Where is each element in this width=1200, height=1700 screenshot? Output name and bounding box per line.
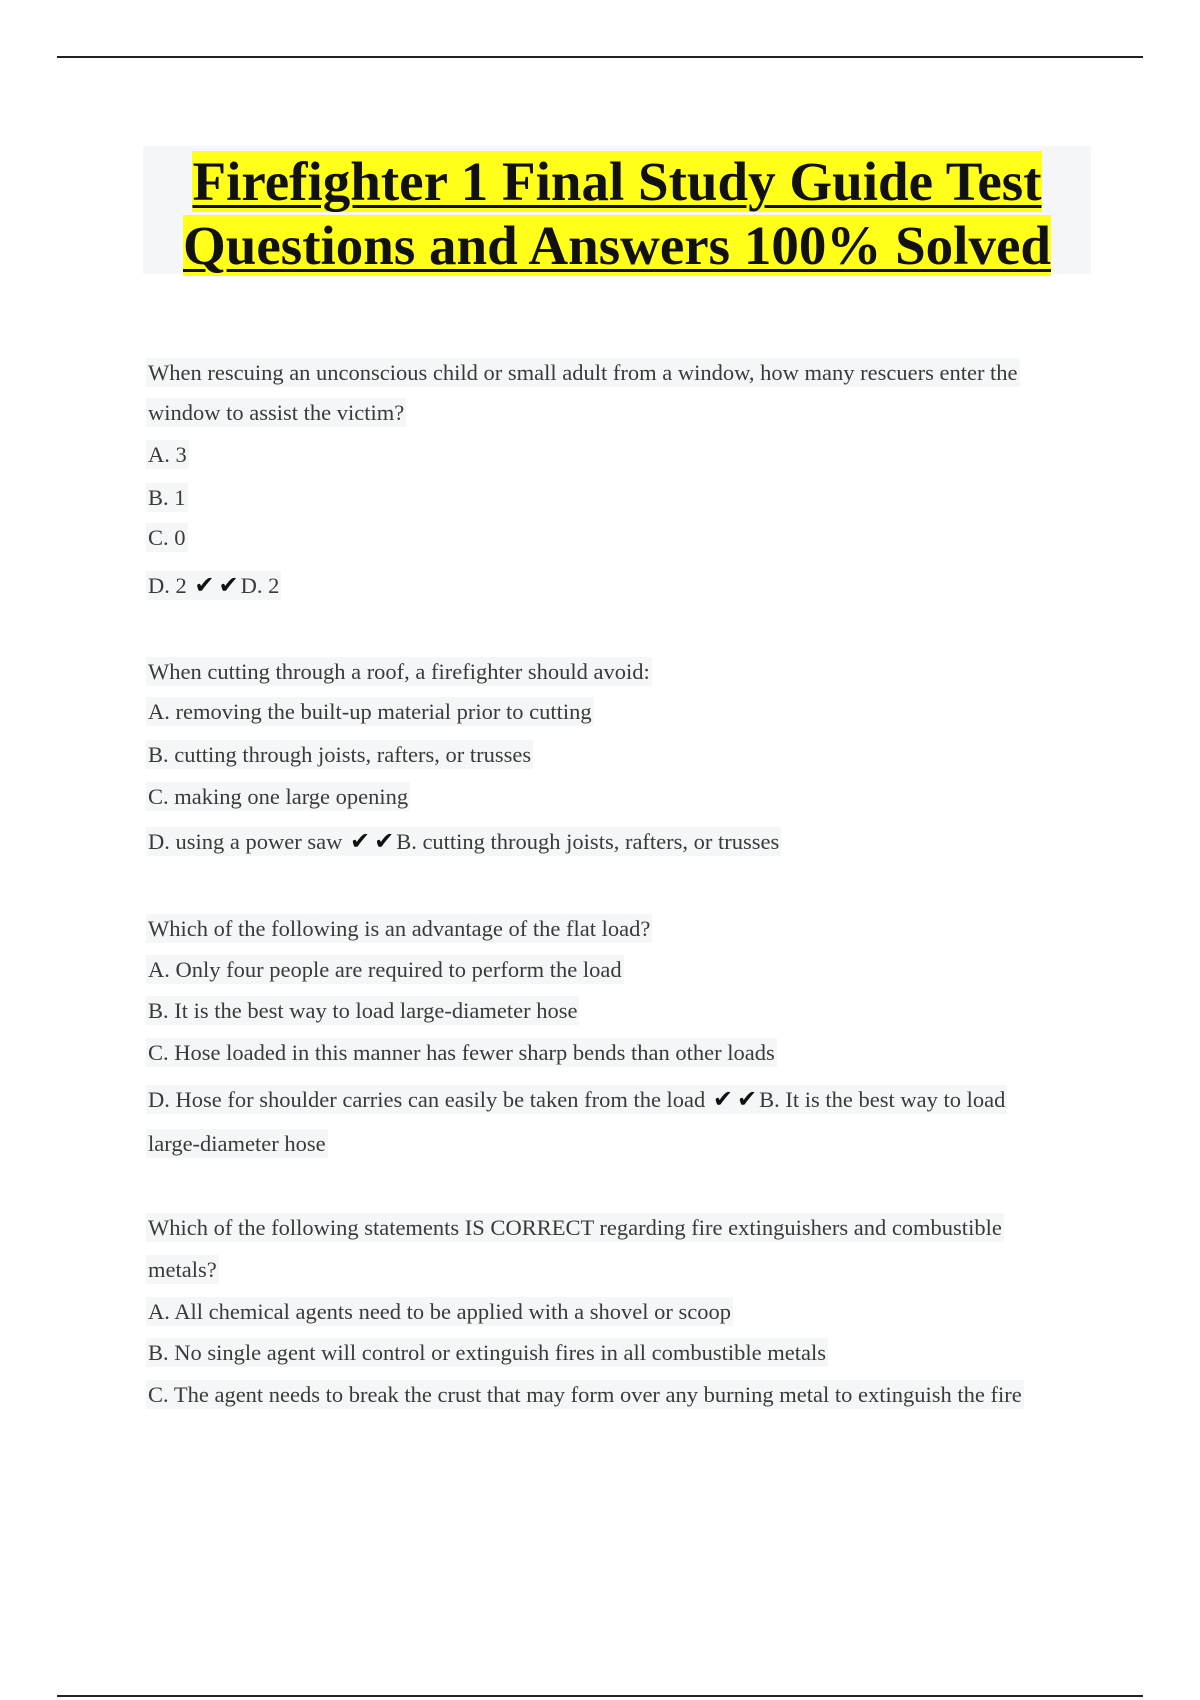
question-1-option-a: A. 3 [148,442,187,467]
footer-rule [57,1695,1143,1697]
title-line-2: Questions and Answers 100% Solved [183,215,1051,276]
question-1-option-d-with-answer: D. 2 ✔ ✔D. 2 [148,571,280,599]
question-4-option-c: C. The agent needs to break the crust that may form over any burning metal to extinguish the fire [148,1382,1022,1407]
question-3-option-d-with-answer: D. Hose for shoulder carries can easily be taken from the load ✔ ✔B. It is the best way to load [148,1085,1006,1113]
question-4-text-line-1: Which of the following statements IS CORRECT regarding fire extinguishers and combustible [148,1215,1002,1240]
check-mark-icon: ✔ [349,827,371,855]
question-2-option-d-with-answer: D. using a power saw ✔ ✔B. cutting through joists, rafters, or trusses [148,827,780,855]
question-2-option-c: C. making one large opening [148,784,409,809]
check-mark-icon: ✔ [218,571,239,599]
question-1-option-c: C. 0 [148,525,186,550]
question-3-text: Which of the following is an advantage of the flat load? [148,916,651,941]
question-3-option-a: A. Only four people are required to perform the load [148,957,622,982]
question-3-option-c: C. Hose loaded in this manner has fewer sharp bends than other loads [148,1040,775,1065]
question-2-answer: B. cutting through joists, rafters, or trusses [396,829,780,854]
question-4-text-line-2: metals? [148,1257,217,1282]
document-title [143,150,1091,278]
question-3-answer-line-1: B. It is the best way to load [759,1087,1006,1112]
question-1-option-b: B. 1 [148,485,186,510]
check-mark-icon: ✔ [737,1085,758,1113]
check-mark-icon: ✔ [374,827,395,855]
title-line-1: Firefighter 1 Final Study Guide Test [192,151,1042,212]
question-4-option-a: A. All chemical agents need to be applied with a shovel or scoop [148,1299,731,1324]
question-1-text-line-2: window to assist the victim? [148,400,405,425]
question-3-option-b: B. It is the best way to load large-diameter hose [148,998,578,1023]
question-1-text-line-1: When rescuing an unconscious child or small adult from a window, how many rescuers enter the [148,360,1018,385]
header-rule [57,56,1143,58]
question-1-answer: D. 2 [240,573,280,598]
question-4-option-b: B. No single agent will control or extinguish fires in all combustible metals [148,1340,827,1365]
check-mark-icon: ✔ [194,571,215,599]
question-2-option-a: A. removing the built-up material prior to cutting [148,699,592,724]
question-2-text: When cutting through a roof, a firefighter should avoid: [148,659,650,684]
question-2-option-b: B. cutting through joists, rafters, or trusses [148,742,532,767]
question-3-answer-line-2: large-diameter hose [148,1131,326,1156]
check-mark-icon: ✔ [712,1085,734,1113]
